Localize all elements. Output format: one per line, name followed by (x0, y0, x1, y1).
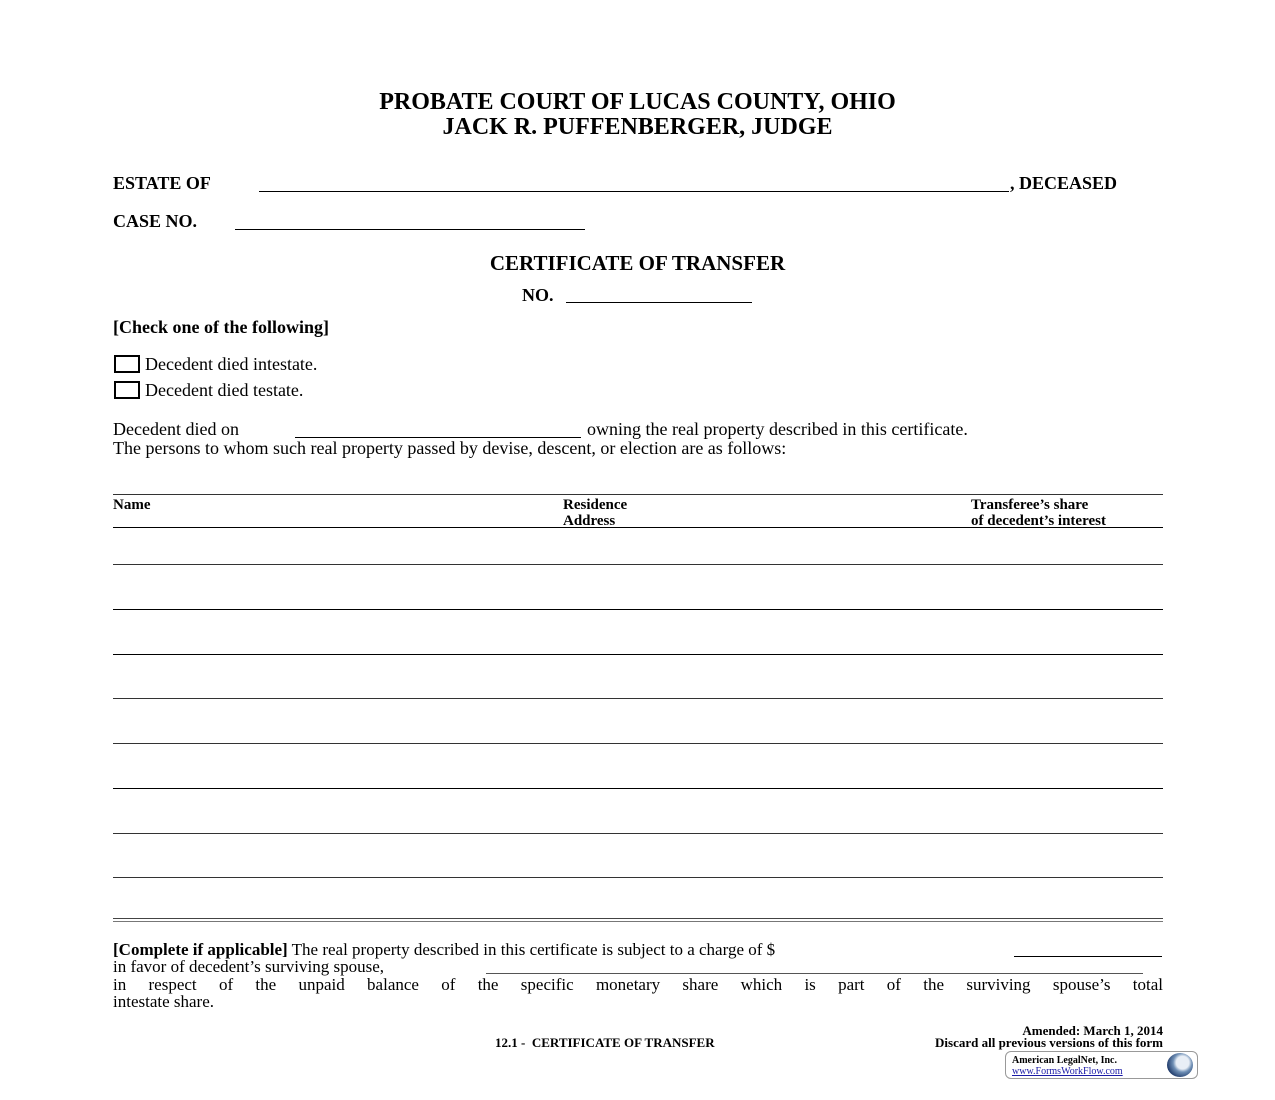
judge-title: JACK R. PUFFENBERGER, JUDGE (442, 114, 833, 140)
vendor-url-link[interactable]: www.FormsWorkFlow.com (1012, 1066, 1123, 1077)
table-row[interactable] (113, 834, 1163, 877)
table-row[interactable] (113, 528, 1163, 564)
spouse-line-4: intestate share. (113, 992, 215, 1011)
col-header-share: Transferee’s share of decedent’s interest (971, 497, 1106, 529)
intestate-label: Decedent died intestate. (145, 354, 318, 374)
death-date-suffix: owning the real property described in this certificate. (587, 419, 968, 439)
col-header-name: Name (113, 497, 151, 513)
spouse-line-3: in respect of the unpaid balance of the specific monetary share which is part of the surviving spouse’s total (113, 975, 1163, 994)
case-no-field[interactable] (235, 215, 585, 230)
charge-amount-field[interactable] (1014, 943, 1162, 957)
spouse-name-field[interactable] (486, 960, 1143, 974)
deceased-label: , DECEASED (1010, 173, 1118, 193)
table-row[interactable] (113, 565, 1163, 609)
col-header-address: Residence Address (563, 497, 628, 529)
persons-statement: The persons to whom such real property passed by devise, descent, or election are as follows: (113, 438, 787, 458)
intestate-checkbox[interactable] (114, 355, 140, 373)
vendor-name: American LegalNet, Inc. (1012, 1055, 1117, 1066)
estate-name-field[interactable] (259, 177, 1009, 192)
estate-label: ESTATE OF (113, 173, 211, 193)
table-row[interactable] (113, 610, 1163, 654)
spouse-line-2: in favor of decedent’s surviving spouse, (113, 957, 384, 976)
table-row[interactable] (113, 699, 1163, 743)
table-bottom-rule (113, 918, 1163, 919)
amended-date: Amended: March 1, 2014 (1022, 1023, 1163, 1038)
table-top-rule (113, 494, 1163, 495)
spouse-line-1: [Complete if applicable] The real property described in this certificate is subject to a charge of $ (113, 940, 776, 959)
table-row[interactable] (113, 878, 1163, 918)
globe-icon (1167, 1053, 1193, 1077)
table-row[interactable] (113, 744, 1163, 788)
death-date-prefix: Decedent died on (113, 419, 239, 439)
discard-notice: Discard all previous versions of this form (935, 1035, 1163, 1050)
check-instruction: [Check one of the following] (113, 317, 329, 337)
case-no-label: CASE NO. (113, 211, 198, 231)
table-bottom-rule-2 (113, 921, 1163, 922)
certificate-no-label: NO. (522, 285, 554, 305)
vendor-logo[interactable] (1005, 1051, 1198, 1079)
testate-checkbox[interactable] (114, 381, 140, 399)
court-title: PROBATE COURT OF LUCAS COUNTY, OHIO (379, 89, 896, 115)
table-row[interactable] (113, 789, 1163, 833)
testate-label: Decedent died testate. (145, 380, 304, 400)
form-title: CERTIFICATE OF TRANSFER (489, 251, 786, 275)
table-row[interactable] (113, 655, 1163, 698)
certificate-no-field[interactable] (566, 288, 752, 303)
form-id: 12.1 - CERTIFICATE OF TRANSFER (495, 1035, 715, 1050)
death-date-field[interactable] (295, 423, 581, 438)
